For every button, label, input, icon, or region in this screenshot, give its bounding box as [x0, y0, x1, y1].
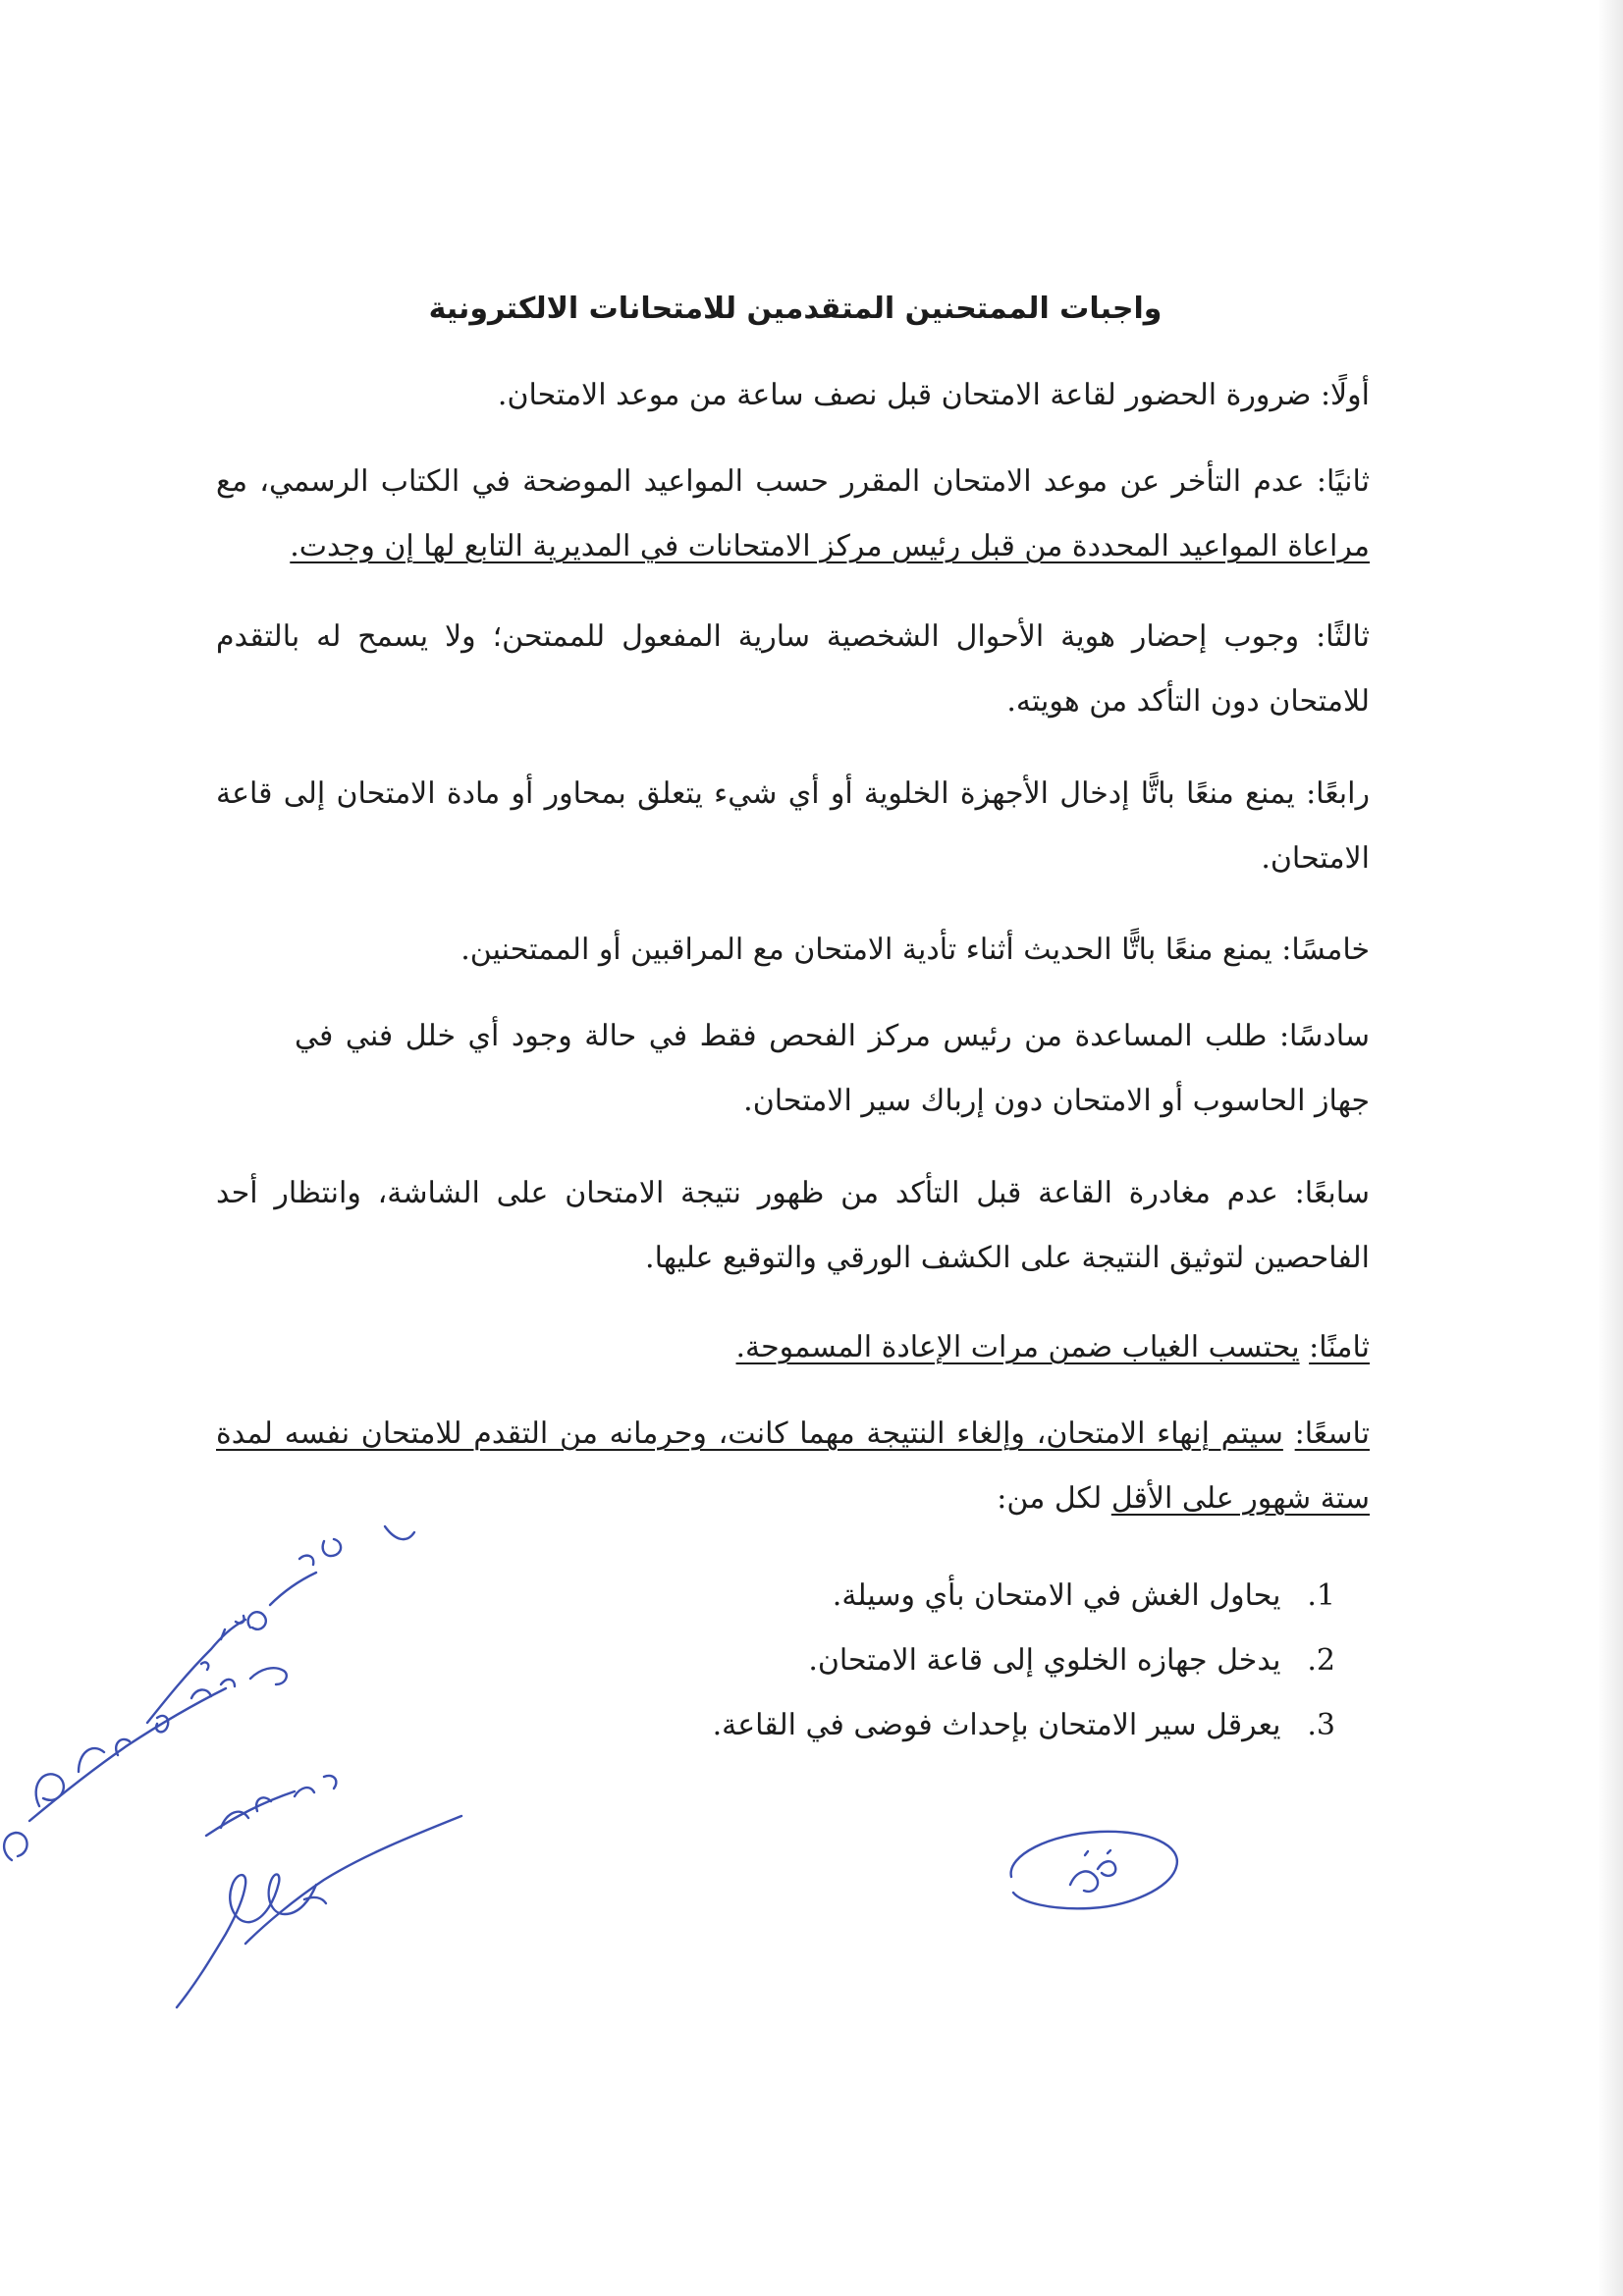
paragraph-1	[216, 363, 1370, 428]
list-item-number: 2.	[1307, 1643, 1335, 1678]
paragraph-3	[216, 605, 1370, 734]
paragraph-1-label: أولًا:	[1320, 378, 1370, 412]
list-item	[589, 1629, 1335, 1693]
handwritten-signature	[0, 1512, 511, 2022]
paragraph-9-text: سيتم إنهاء الامتحان، وإلغاء النتيجة مهما كانت، وحرمانه من التقدم للامتحان نفسه لمدة ستة شهور على الأقل	[216, 1416, 1370, 1516]
paragraph-4-label: رابعًا:	[1306, 776, 1370, 811]
paragraph-5-label: خامسًا:	[1281, 933, 1370, 967]
paragraph-2-underlined-text: مراعاة المواعيد المحددة من قبل رئيس مركز الامتحانات في المديرية التابع لها إن وجدت.	[290, 529, 1370, 563]
paragraph-7-text: عدم مغادرة القاعة قبل التأكد من ظهور نتيجة الامتحان على الشاشة، وانتظار أحد الفاحصين لتوثيق النتيجة على الكشف الورقي والتوقيع عليها.	[216, 1176, 1370, 1275]
list-item-text: يحاول الغش في الامتحان بأي وسيلة.	[832, 1578, 1281, 1613]
initials-mark	[992, 1816, 1188, 1924]
paragraph-7	[216, 1161, 1370, 1291]
paragraph-4-text: يمنع منعًا باتًّا إدخال الأجهزة الخلوية أو أي شيء يتعلق بمحاور أو مادة الامتحان إلى قاعة الامتحان.	[216, 776, 1370, 876]
scan-edge-shadow	[1597, 0, 1623, 2296]
paragraph-8-text: يحتسب الغياب ضمن مرات الإعادة المسموحة.	[735, 1330, 1300, 1364]
paragraph-1-text: ضرورة الحضور لقاعة الامتحان قبل نصف ساعة من موعد الامتحان.	[497, 378, 1312, 412]
list-item	[589, 1693, 1335, 1758]
paragraph-8	[216, 1315, 1370, 1380]
document-title: واجبات الممتحنين المتقدمين للامتحانات الالكترونية	[428, 292, 1163, 326]
paragraph-4	[216, 762, 1370, 891]
paragraph-8-label: ثامنًا:	[1309, 1330, 1370, 1364]
paragraph-2-text: عدم التأخر عن موعد الامتحان المقرر حسب المواعيد الموضحة في الكتاب الرسمي، مع	[216, 464, 1305, 499]
paragraph-6-text: طلب المساعدة من رئيس مركز الفحص فقط في حالة وجود أي خلل فني في جهاز الحاسوب أو الامتحان دون إرباك سير الامتحان.	[295, 1019, 1370, 1118]
violations-list	[589, 1564, 1335, 1758]
paragraph-6-label: سادسًا:	[1278, 1019, 1370, 1053]
paragraph-9-tail: لكل من:	[997, 1481, 1103, 1516]
paragraph-2-label: ثانيًا:	[1316, 464, 1370, 499]
list-item	[589, 1564, 1335, 1629]
paragraph-3-text: وجوب إحضار هوية الأحوال الشخصية سارية المفعول للممتحن؛ ولا يسمح له بالتقدم للامتحان دون التأكد من هويته.	[216, 619, 1370, 719]
paragraph-6	[295, 1004, 1370, 1134]
list-item-text: يدخل جهازه الخلوي إلى قاعة الامتحان.	[808, 1643, 1281, 1678]
paragraph-2	[216, 450, 1370, 579]
paragraph-7-label: سابعًا:	[1294, 1176, 1370, 1210]
paragraph-3-label: ثالثًا:	[1316, 619, 1371, 654]
list-item-number: 3.	[1307, 1708, 1335, 1742]
paragraph-9-label: تاسعًا:	[1294, 1416, 1370, 1451]
list-item-number: 1.	[1307, 1578, 1335, 1613]
paragraph-5-text: يمنع منعًا باتًّا الحديث أثناء تأدية الامتحان مع المراقبين أو الممتحنين.	[460, 933, 1272, 967]
paragraph-5	[216, 918, 1370, 983]
list-item-text: يعرقل سير الامتحان بإحداث فوضى في القاعة.	[712, 1708, 1281, 1742]
